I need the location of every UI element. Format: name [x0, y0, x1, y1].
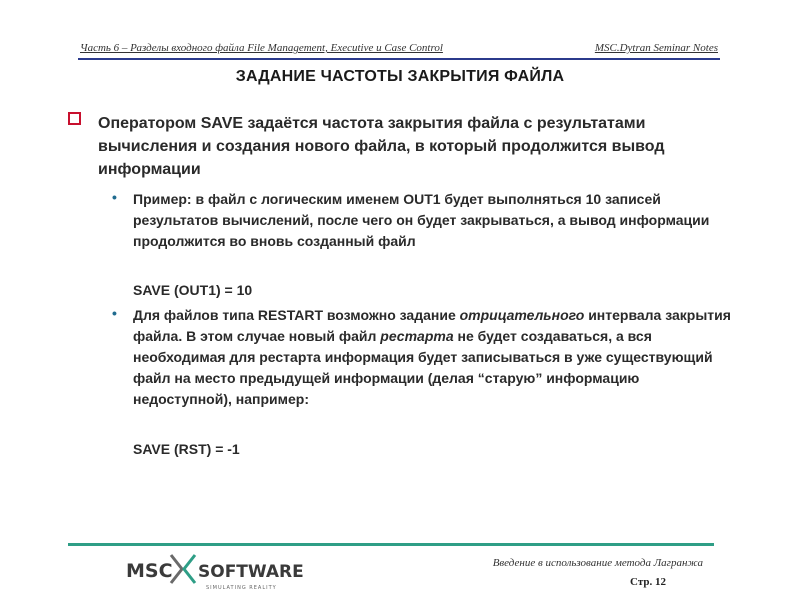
svg-text:SOFTWARE: SOFTWARE: [198, 562, 304, 582]
restart-emphasis-restart: рестарта: [380, 328, 454, 344]
page-title: ЗАДАНИЕ ЧАСТОТЫ ЗАКРЫТИЯ ФАЙЛА: [235, 68, 565, 85]
restart-text-b: интервала закрытия файла. В этом случае новый файл: [133, 307, 731, 344]
sub-bullet-example: Пример: в файл с логическим именем OUT1 будет выполняться 10 записей результатов вычислений, после чего он будет закрываться, а вывод информации продолжится во вновь созданный файл: [133, 191, 710, 249]
restart-text-a: Для файлов типа RESTART возможно задание: [133, 307, 460, 323]
svg-text:MSC: MSC: [126, 560, 173, 582]
sub-bullet-restart: [133, 305, 733, 410]
footer-divider: [68, 543, 714, 546]
dot-bullet-icon: •: [112, 305, 117, 321]
dot-bullet-icon: •: [112, 189, 117, 205]
header-section-title: Часть 6 – Разделы входного файла File Management, Executive и Case Control: [80, 42, 443, 54]
restart-text-c: не будет создаваться, а вся необходимая для рестарта информация будет записываться в уже существующий файл на место предыдущей информации (делая “старую” информацию недоступной), например:: [133, 328, 713, 407]
msc-software-logo: [126, 553, 304, 593]
logo-wordmark: [126, 553, 304, 593]
square-bullet-icon: [68, 112, 81, 125]
code-example-rst: SAVE (RST) = -1: [133, 441, 240, 457]
header-notes-title: MSC.Dytran Seminar Notes: [594, 42, 718, 54]
header-divider: [78, 58, 720, 60]
footer-course-title: Введение в использование метода Лагранжа: [492, 557, 703, 569]
footer-page-number: Стр. 12: [630, 576, 666, 588]
code-example-out1: SAVE (OUT1) = 10: [133, 282, 253, 298]
main-bullet-text: Оператором SAVE задаётся частота закрытия файла с результатами вычисления и создания нового файла, в который продолжится вывод информации: [98, 115, 665, 178]
svg-text:SIMULATING REALITY: SIMULATING REALITY: [206, 585, 277, 591]
restart-emphasis-negative: отрицательного: [459, 307, 585, 323]
